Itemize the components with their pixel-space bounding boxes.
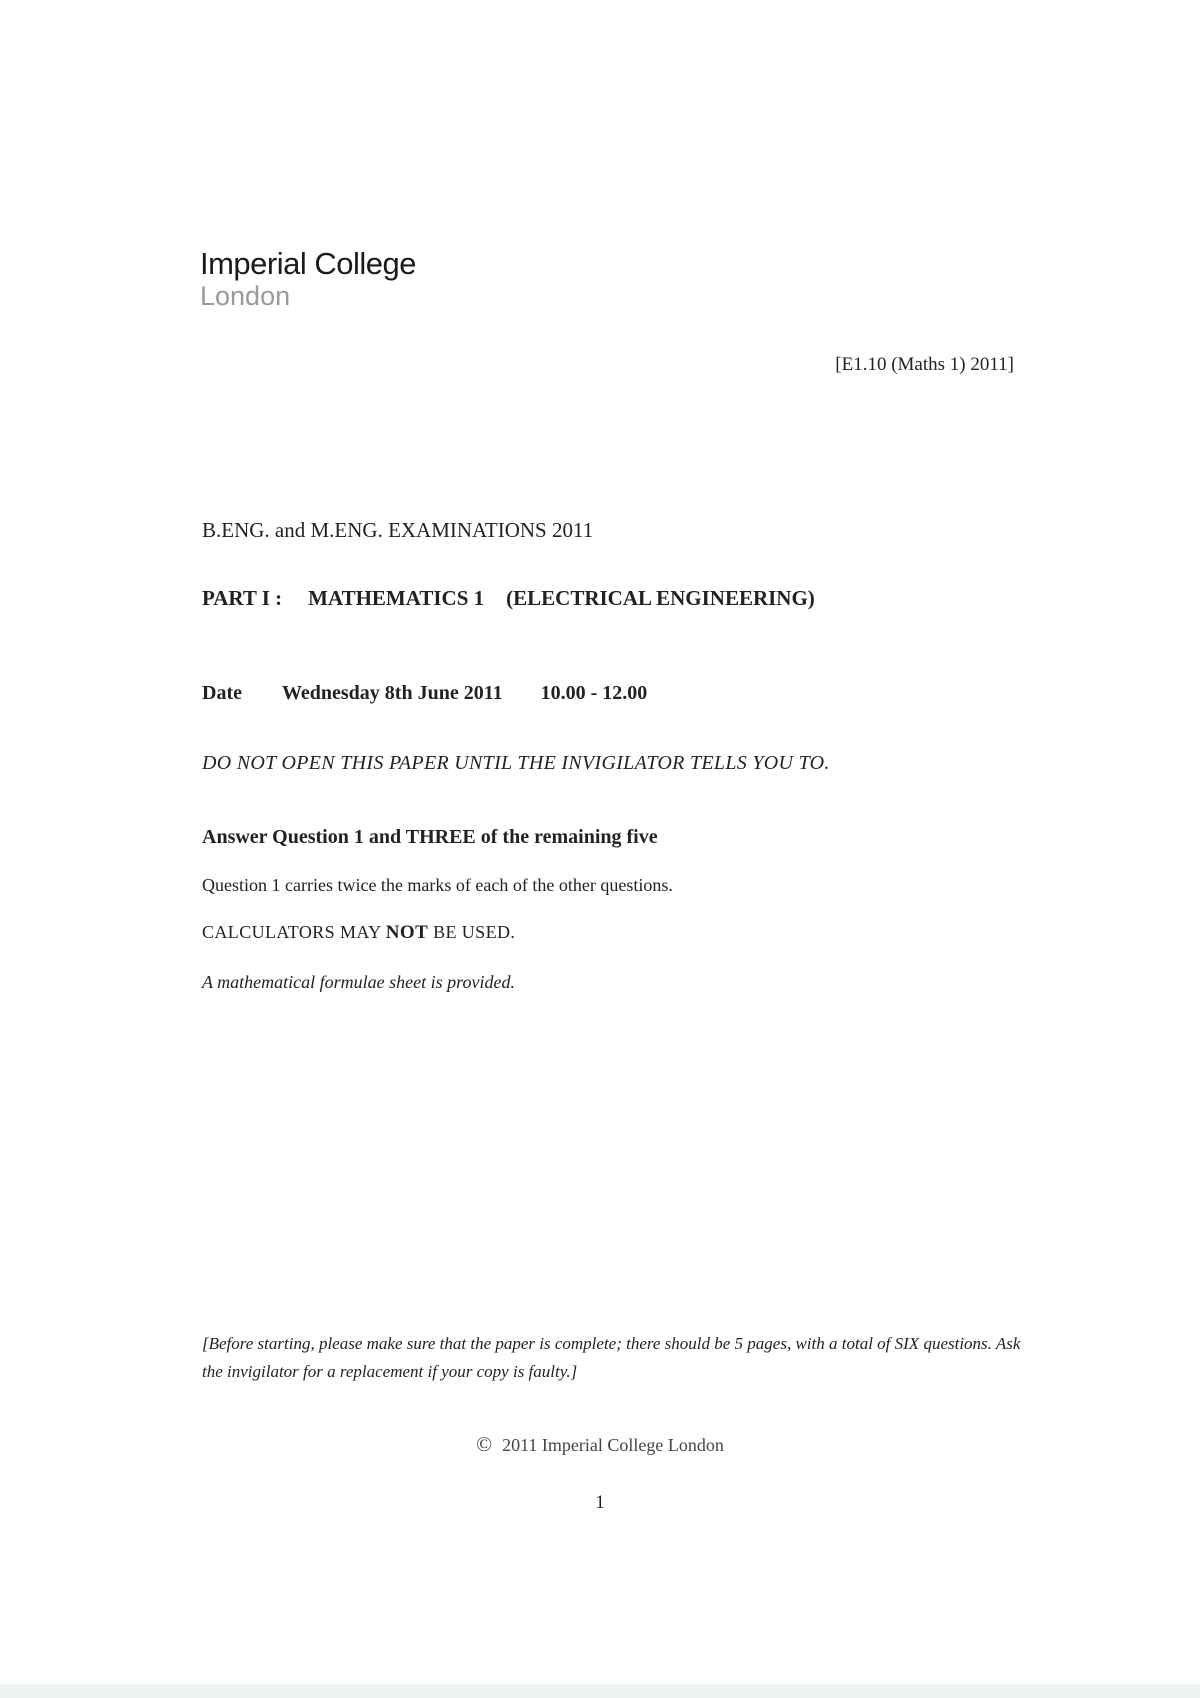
paper-reference: [E1.10 (Maths 1) 2011] (835, 354, 1014, 375)
exam-part-line (202, 586, 815, 611)
calculator-emphasis: NOT (385, 922, 429, 943)
calculator-suffix: BE USED. (433, 922, 516, 942)
calculator-instruction (202, 922, 515, 944)
logo-line-1: Imperial College (200, 246, 416, 281)
part-label: PART I : (202, 586, 283, 610)
exam-time: 10.00 - 12.00 (540, 682, 648, 704)
copyright-icon: © (476, 1432, 493, 1456)
marks-instruction: Question 1 carries twice the marks of each of the other questions. (202, 875, 673, 895)
subject: MATHEMATICS 1 (308, 586, 485, 610)
formula-sheet-note: A mathematical formulae sheet is provided. (202, 972, 515, 992)
copyright-line (0, 1432, 1200, 1457)
do-not-open-notice: DO NOT OPEN THIS PAPER UNTIL THE INVIGILATOR TELLS YOU TO. (202, 752, 830, 774)
imperial-college-logo (200, 248, 416, 310)
date-row (202, 682, 647, 705)
scan-edge (0, 1684, 1200, 1698)
date-label: Date (202, 682, 242, 704)
completeness-check-instructions: [Before starting, please make sure that the paper is complete; there should be 5 pages, with a total of SIX questions. Ask the invigilator for a replacement if your copy is faulty.] (202, 1334, 1021, 1381)
answer-instruction: Answer Question 1 and THREE of the remaining five (202, 826, 658, 848)
exam-title: B.ENG. and M.ENG. EXAMINATIONS 2011 (202, 518, 594, 542)
date-value: Wednesday 8th June 2011 (281, 682, 503, 704)
copyright-text: 2011 Imperial College London (502, 1435, 724, 1455)
page-number: 1 (595, 1492, 605, 1513)
logo-line-2: London (200, 281, 291, 311)
calculator-prefix: CALCULATORS MAY (202, 922, 381, 942)
department: (ELECTRICAL ENGINEERING) (506, 586, 815, 610)
